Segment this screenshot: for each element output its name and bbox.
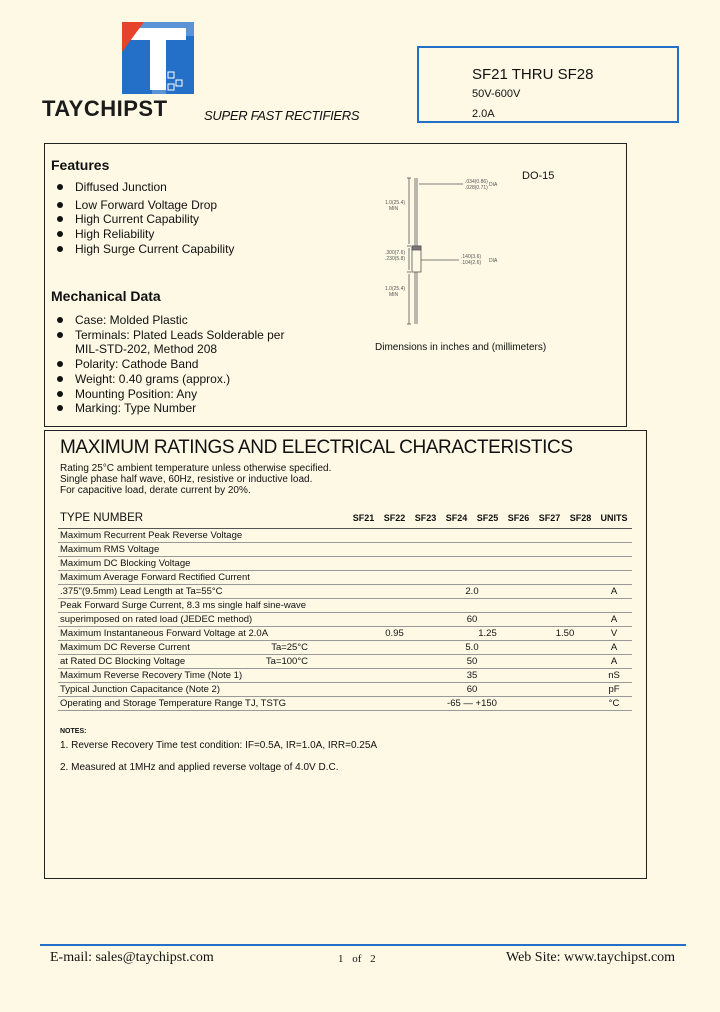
list-item: MIL-STD-202, Method 208 [75,342,218,357]
column-header: SF22 [379,508,410,529]
type-number-header: TYPE NUMBER [58,508,348,529]
do15-package-drawing [385,172,535,332]
lead-min-label-bottom: MIN [389,292,399,298]
list-item: Terminals: Plated Leads Solderable per [49,328,284,343]
list-item: Polarity: Cathode Band [49,357,284,372]
voltage-range: 50V-600V [472,88,521,100]
table-row: Maximum DC Reverse Current Ta=25°C 5.0 A [58,641,632,655]
column-header: SF26 [503,508,534,529]
column-header: SF28 [565,508,596,529]
table-row: Maximum Recurrent Peak Reverse Voltage [58,529,632,543]
current-rating: 2.0A [472,108,495,120]
lead-length-label-bottom: 1.0(25.4) [385,286,406,292]
dia-label: DIA [489,182,498,188]
list-item: High Surge Current Capability [49,242,234,257]
body-dia-unit: DIA [489,258,498,264]
lead-min-label: MIN [389,206,399,212]
table-row: Peak Forward Surge Current, 8.3 ms single half sine-wave [58,599,632,613]
ratings-panel [44,430,647,879]
units-header: UNITS [596,508,632,529]
column-header: SF27 [534,508,565,529]
list-item: Mounting Position: Any [49,387,284,402]
part-title-box [417,46,679,123]
table-row: Typical Junction Capacitance (Note 2) 60 pF [58,683,632,697]
column-header: SF25 [472,508,503,529]
list-item: Low Forward Voltage Drop [49,198,234,213]
product-tagline: SUPER FAST RECTIFIERS [204,108,360,123]
table-row: at Rated DC Blocking Voltage Ta=100°C 50 A [58,655,632,669]
ratings-table [58,508,632,711]
bullet-icon [57,202,63,208]
taychipst-logo-icon [122,22,194,94]
note-item: 1. Reverse Recovery Time test condition: IF=0.5A, IR=1.0A, IRR=0.25A [60,740,378,751]
column-header: SF24 [441,508,472,529]
bullet-icon [57,332,63,338]
list-item: Case: Molded Plastic [49,313,284,328]
bullet-icon [57,184,63,190]
list-item: Diffused Junction [49,180,234,195]
mechanical-list [49,313,284,416]
bullet-icon [57,246,63,252]
part-range-title: SF21 THRU SF28 [472,66,594,83]
dimensions-note: Dimensions in inches and (millimeters) [375,342,547,353]
package-name: DO-15 [522,170,555,182]
table-row: Maximum Instantaneous Forward Voltage at 2.0A 0.95 1.25 1.50 V [58,627,632,641]
list-item: Marking: Type Number [49,401,284,416]
lead-dia-label-2: .028(0.71) [465,185,488,191]
column-header: SF21 [348,508,379,529]
footer-website: Web Site: www.taychipst.com [506,950,676,965]
note-item: 2. Measured at 1MHz and applied reverse voltage of 4.0V D.C. [60,762,339,773]
bullet-icon [57,405,63,411]
bullet-icon [57,376,63,382]
page-number: 1 of 2 [338,953,376,965]
bullet-icon [57,361,63,367]
company-logo [42,22,192,122]
bullet-icon [57,216,63,222]
footer-email: E-mail: sales@taychipst.com [50,950,214,965]
body-dia-label: .140(3.6) [461,254,482,260]
table-row: .375"(9.5mm) Lead Length at Ta=55°C 2.0 A [58,585,632,599]
table-row: Maximum Reverse Recovery Time (Note 1) 35 nS [58,669,632,683]
list-item: High Reliability [49,227,234,242]
table-row: Maximum Average Forward Rectified Current [58,571,632,585]
bullet-icon [57,391,63,397]
table-row: Maximum DC Blocking Voltage [58,557,632,571]
features-heading: Features [51,157,110,173]
body-length-label-2: .230(5.8) [385,256,406,262]
features-panel [44,143,627,427]
list-item: High Current Capability [49,212,234,227]
mechanical-heading: Mechanical Data [51,288,161,304]
list-item: Weight: 0.40 grams (approx.) [49,372,284,387]
lead-length-label: 1.0(25.4) [385,200,406,206]
column-header: SF23 [410,508,441,529]
notes-heading: NOTES: [60,728,87,735]
features-list [49,180,234,257]
rating-conditions: Rating 25°C ambient temperature unless otherwise specified. Single phase half wave, 60Hz, resistive or inductive load. For capacitive load, derate current by 20%. [60,463,332,496]
lead-dia-label: .034(0.86) [465,179,488,185]
table-row: Maximum RMS Voltage [58,543,632,557]
footer-divider [40,944,686,946]
body-length-label: .300(7.6) [385,250,406,256]
ratings-title: MAXIMUM RATINGS AND ELECTRICAL CHARACTERISTICS [60,437,573,458]
table-row: Operating and Storage Temperature Range TJ, TSTG -65 — +150 °C [58,697,632,711]
table-header-row [58,508,632,529]
bullet-icon [57,231,63,237]
bullet-icon [57,317,63,323]
body-dia-label-2: .104(2.6) [461,260,482,266]
company-name: TAYCHIPST [42,96,168,121]
table-row: superimposed on rated load (JEDEC method) 60 A [58,613,632,627]
